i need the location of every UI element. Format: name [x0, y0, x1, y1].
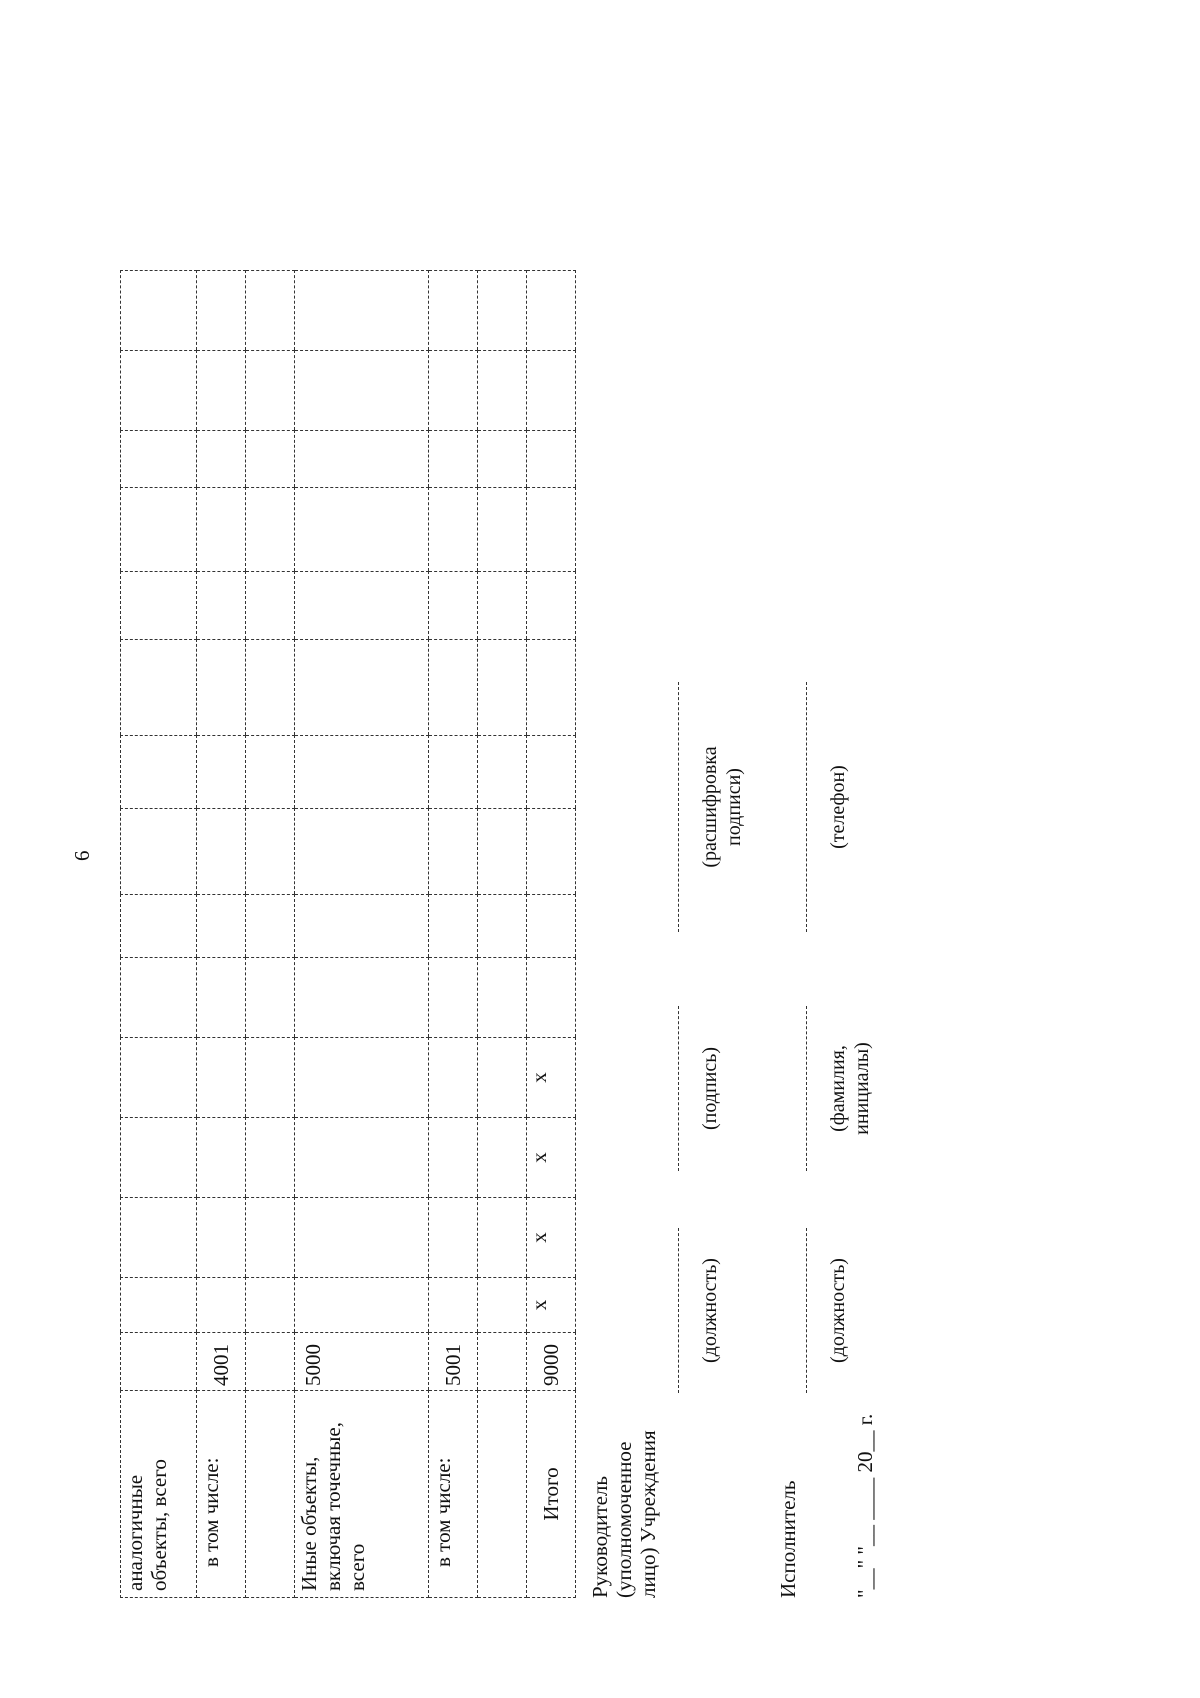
table-cell [121, 809, 197, 895]
table-cell [429, 271, 478, 351]
table-row [197, 271, 246, 1598]
table-cell [246, 351, 295, 431]
cell-mark [121, 1118, 197, 1198]
table-cell [121, 271, 197, 351]
table-cell [527, 271, 576, 351]
table-cell [478, 640, 527, 736]
table-cell [295, 958, 429, 1038]
table-cell [121, 431, 197, 488]
cell-mark [295, 1198, 429, 1278]
table-cell [246, 572, 295, 640]
table-cell [121, 351, 197, 431]
signature-line [806, 1006, 807, 1171]
table-cell [429, 958, 478, 1038]
cell-mark: x [527, 1198, 576, 1278]
row-code [478, 1333, 527, 1391]
cell-mark: x [527, 1278, 576, 1333]
row-name: Иные объекты, включая точечные, всего [295, 1391, 429, 1598]
cell-mark [295, 1118, 429, 1198]
table-cell [527, 351, 576, 431]
table-cell [429, 736, 478, 809]
table-cell [295, 271, 429, 351]
signature-line [806, 1228, 807, 1393]
table-cell [527, 736, 576, 809]
cell-mark [246, 1038, 295, 1118]
cell-mark [429, 1038, 478, 1118]
table-cell [429, 572, 478, 640]
cell-mark [478, 1278, 527, 1333]
table-cell [527, 488, 576, 572]
cell-mark: x [527, 1118, 576, 1198]
table-cell [197, 271, 246, 351]
table-cell [527, 431, 576, 488]
report-table [120, 270, 576, 1598]
signature-caption: (подпись) [699, 1046, 721, 1131]
row-name [478, 1391, 527, 1598]
table-cell [478, 488, 527, 572]
table-cell [429, 895, 478, 958]
row-code [246, 1333, 295, 1391]
table-cell [121, 640, 197, 736]
table-cell [197, 809, 246, 895]
table-cell [197, 640, 246, 736]
cell-mark [197, 1278, 246, 1333]
decoding-caption: (расшифровка подписи) [699, 746, 745, 868]
table-cell [197, 572, 246, 640]
row-name: аналогичные объекты, всего [121, 1391, 197, 1598]
date-line: "__" "__ ____ 20__ г. [853, 1413, 877, 1598]
table-cell [295, 351, 429, 431]
table-cell [527, 958, 576, 1038]
row-code: 5001 [429, 1333, 478, 1391]
table-cell [246, 431, 295, 488]
table-cell [429, 640, 478, 736]
position-caption: (должность) [699, 1258, 721, 1363]
table-cell [246, 958, 295, 1038]
table-cell [295, 736, 429, 809]
cell-mark [246, 1198, 295, 1278]
table-cell [429, 431, 478, 488]
cell-mark [478, 1198, 527, 1278]
table-cell [121, 895, 197, 958]
cell-mark [295, 1038, 429, 1118]
table-cell [197, 958, 246, 1038]
table-row [429, 271, 478, 1598]
signature-line [678, 1228, 679, 1393]
table-cell [295, 431, 429, 488]
table-cell [246, 488, 295, 572]
row-name: в том числе: [429, 1391, 478, 1598]
head-label: Руководитель (уполномоченное лицо) Учреждения [588, 1430, 660, 1598]
position-caption: (должность) [827, 1258, 849, 1363]
table-cell [527, 640, 576, 736]
table-cell [295, 572, 429, 640]
cell-mark [478, 1118, 527, 1198]
table-row [527, 271, 576, 1598]
table-cell [429, 351, 478, 431]
cell-mark [121, 1278, 197, 1333]
table-cell [478, 271, 527, 351]
table-cell [478, 431, 527, 488]
cell-mark [295, 1278, 429, 1333]
cell-mark [197, 1198, 246, 1278]
table-cell [478, 958, 527, 1038]
cell-mark [197, 1038, 246, 1118]
table-cell [246, 809, 295, 895]
cell-mark [429, 1198, 478, 1278]
table-cell [197, 431, 246, 488]
table-cell [197, 488, 246, 572]
signature-line [678, 682, 679, 932]
table-cell [121, 488, 197, 572]
name-caption: (фамилия, инициалы) [827, 1042, 873, 1135]
cell-mark [121, 1198, 197, 1278]
table-cell [295, 809, 429, 895]
table-cell [429, 488, 478, 572]
cell-mark [478, 1038, 527, 1118]
table-cell [197, 736, 246, 809]
table-cell [295, 488, 429, 572]
table-cell [246, 736, 295, 809]
executor-label: Исполнитель [776, 1480, 800, 1598]
signature-line [678, 1006, 679, 1171]
table-cell [478, 351, 527, 431]
cell-mark [246, 1118, 295, 1198]
cell-mark [197, 1118, 246, 1198]
row-code: 5000 [295, 1333, 429, 1391]
phone-caption: (телефон) [827, 765, 849, 849]
table-cell [197, 351, 246, 431]
table-cell [478, 736, 527, 809]
table-row [478, 271, 527, 1598]
cell-mark [246, 1278, 295, 1333]
row-code [121, 1333, 197, 1391]
table-cell [295, 640, 429, 736]
table-cell [478, 895, 527, 958]
row-code: 9000 [527, 1333, 576, 1391]
table-cell [121, 958, 197, 1038]
cell-mark [429, 1118, 478, 1198]
row-code: 4001 [197, 1333, 246, 1391]
table-cell [121, 736, 197, 809]
table-cell [478, 809, 527, 895]
table-cell [527, 572, 576, 640]
page-number: 6 [70, 850, 94, 861]
row-name: в том числе: [197, 1391, 246, 1598]
table-cell [246, 271, 295, 351]
cell-mark: x [527, 1038, 576, 1118]
table-cell [478, 572, 527, 640]
signature-line [806, 682, 807, 932]
table-cell [246, 895, 295, 958]
table-cell [246, 640, 295, 736]
table-cell [527, 809, 576, 895]
table-cell [429, 809, 478, 895]
table-cell [197, 895, 246, 958]
table-row [295, 271, 429, 1598]
table-cell [121, 572, 197, 640]
table-cell [295, 895, 429, 958]
table-row [121, 271, 197, 1598]
table-row [246, 271, 295, 1598]
table-cell [527, 895, 576, 958]
row-name [246, 1391, 295, 1598]
cell-mark [429, 1278, 478, 1333]
row-name: Итого [527, 1391, 576, 1598]
cell-mark [121, 1038, 197, 1118]
